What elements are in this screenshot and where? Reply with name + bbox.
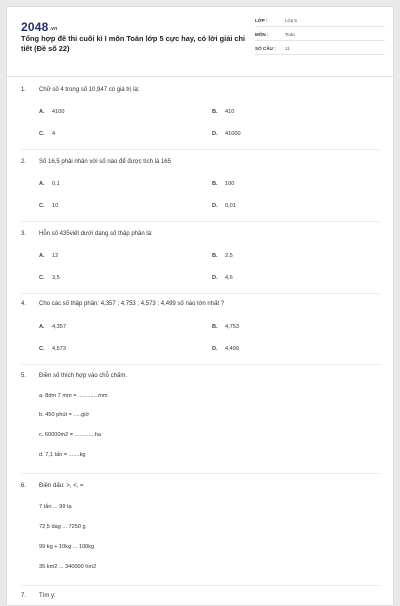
- option-a[interactable]: [39, 109, 64, 115]
- option-text: 3,5: [52, 275, 60, 281]
- option-letter: A.: [39, 324, 45, 330]
- option-letter: B.: [212, 324, 218, 330]
- question-text: Chữ số 4 trong số 10,947 có giá trị là:: [39, 87, 140, 93]
- divider: [21, 585, 381, 586]
- option-a[interactable]: [39, 181, 60, 187]
- fill-in-line: d. 7,1 tấn = .......kg: [39, 452, 86, 458]
- option-text: 100: [225, 181, 235, 187]
- option-letter: D.: [212, 275, 218, 281]
- question-3: [21, 231, 381, 237]
- option-text: 4,573: [52, 346, 66, 352]
- option-text: 4,357: [52, 324, 66, 330]
- option-text: 410: [225, 109, 235, 115]
- logo-suffix: .vn: [49, 26, 58, 32]
- option-text: 4,6: [225, 275, 233, 281]
- compare-line: 72,5 dag ... 7250 g: [39, 524, 86, 530]
- option-letter: B.: [212, 253, 218, 259]
- option-c[interactable]: [39, 203, 58, 209]
- question-list: [7, 7, 394, 606]
- question-5: [21, 373, 381, 379]
- question-2: [21, 159, 381, 165]
- option-letter: C.: [39, 131, 45, 137]
- option-b[interactable]: [212, 253, 233, 259]
- divider: [21, 293, 381, 294]
- option-text: 0,01: [225, 203, 236, 209]
- option-d[interactable]: [212, 131, 241, 137]
- option-letter: C.: [39, 346, 45, 352]
- question-text: Số 16,5 phải nhân với số nào để được tích là 165: [39, 159, 171, 165]
- question-4: [21, 301, 381, 307]
- option-text: 4: [52, 131, 56, 137]
- option-text: 10: [52, 203, 59, 209]
- question-1: [21, 87, 381, 93]
- divider: [21, 221, 381, 222]
- compare-line: 99 kg + 10kg ... 100kg: [39, 544, 95, 550]
- option-letter: D.: [212, 203, 218, 209]
- option-c[interactable]: [39, 131, 55, 137]
- question-number: 4.: [21, 301, 27, 307]
- question-number: 3.: [21, 231, 27, 237]
- question-text: Điền số thích hợp vào chỗ chấm.: [39, 373, 127, 379]
- compare-line: 7 tấn ... 99 tạ: [39, 504, 72, 510]
- meta-label: MÔN :: [255, 32, 269, 37]
- option-text: 12: [52, 253, 59, 259]
- option-letter: A.: [39, 253, 45, 259]
- meta-label: SỐ CÂU :: [255, 46, 276, 51]
- question-number: 1.: [21, 87, 27, 93]
- option-b[interactable]: [212, 181, 234, 187]
- logo-text: 2048: [21, 20, 49, 34]
- document-title: Tổng hợp đề thi cuối kì I môn Toán lớp 5 cực hay, có lời giải chi tiết (Đề số 22): [21, 34, 246, 53]
- option-text: 41000: [225, 131, 241, 137]
- meta-label: LỚP :: [255, 18, 268, 23]
- divider: [21, 364, 381, 365]
- meta-value: Lớp 5: [285, 18, 297, 23]
- option-c[interactable]: [39, 346, 66, 352]
- document-page: [6, 6, 394, 606]
- option-letter: C.: [39, 275, 45, 281]
- question-number: 7.: [21, 593, 27, 599]
- option-letter: B.: [212, 109, 218, 115]
- option-c[interactable]: [39, 275, 60, 281]
- divider: [21, 149, 381, 150]
- compare-line: 35 km2 ... 340000 hm2: [39, 564, 97, 570]
- option-text: 4,753: [225, 324, 239, 330]
- option-b[interactable]: [212, 109, 234, 115]
- option-d[interactable]: [212, 346, 239, 352]
- option-d[interactable]: [212, 203, 236, 209]
- option-text: 4,499: [225, 346, 239, 352]
- question-number: 5.: [21, 373, 27, 379]
- option-letter: D.: [212, 131, 218, 137]
- option-letter: A.: [39, 181, 45, 187]
- option-a[interactable]: [39, 324, 66, 330]
- option-letter: C.: [39, 203, 45, 209]
- question-text: Hỗn số 435viết dưới dạng số thập phân là:: [39, 231, 153, 237]
- option-text: 2,5: [225, 253, 233, 259]
- meta-value: Toán: [285, 32, 295, 37]
- option-text: 4100: [52, 109, 65, 115]
- divider: [21, 473, 381, 474]
- question-7: [21, 593, 381, 599]
- fill-in-line: a. 8dm 7 mm = .............mm: [39, 393, 108, 399]
- meta-value: 11: [285, 46, 290, 51]
- question-text: Tìm y:: [39, 593, 56, 599]
- option-b[interactable]: [212, 324, 239, 330]
- option-letter: D.: [212, 346, 218, 352]
- fill-in-line: c. 60000m2 = .............ha: [39, 432, 102, 438]
- option-d[interactable]: [212, 275, 233, 281]
- option-letter: B.: [212, 181, 218, 187]
- question-text: Điền dấu: >, <, =: [39, 483, 84, 489]
- question-6: [21, 483, 381, 489]
- option-letter: A.: [39, 109, 45, 115]
- question-number: 6.: [21, 483, 27, 489]
- option-a[interactable]: [39, 253, 58, 259]
- question-text: Cho các số thập phân: 4,357 ; 4,753 ; 4,573 ; 4,499 số nào lớn nhất ?: [39, 301, 225, 307]
- fill-in-line: b. 450 phút = .....giờ: [39, 412, 90, 418]
- question-number: 2.: [21, 159, 27, 165]
- option-text: 0,1: [52, 181, 60, 187]
